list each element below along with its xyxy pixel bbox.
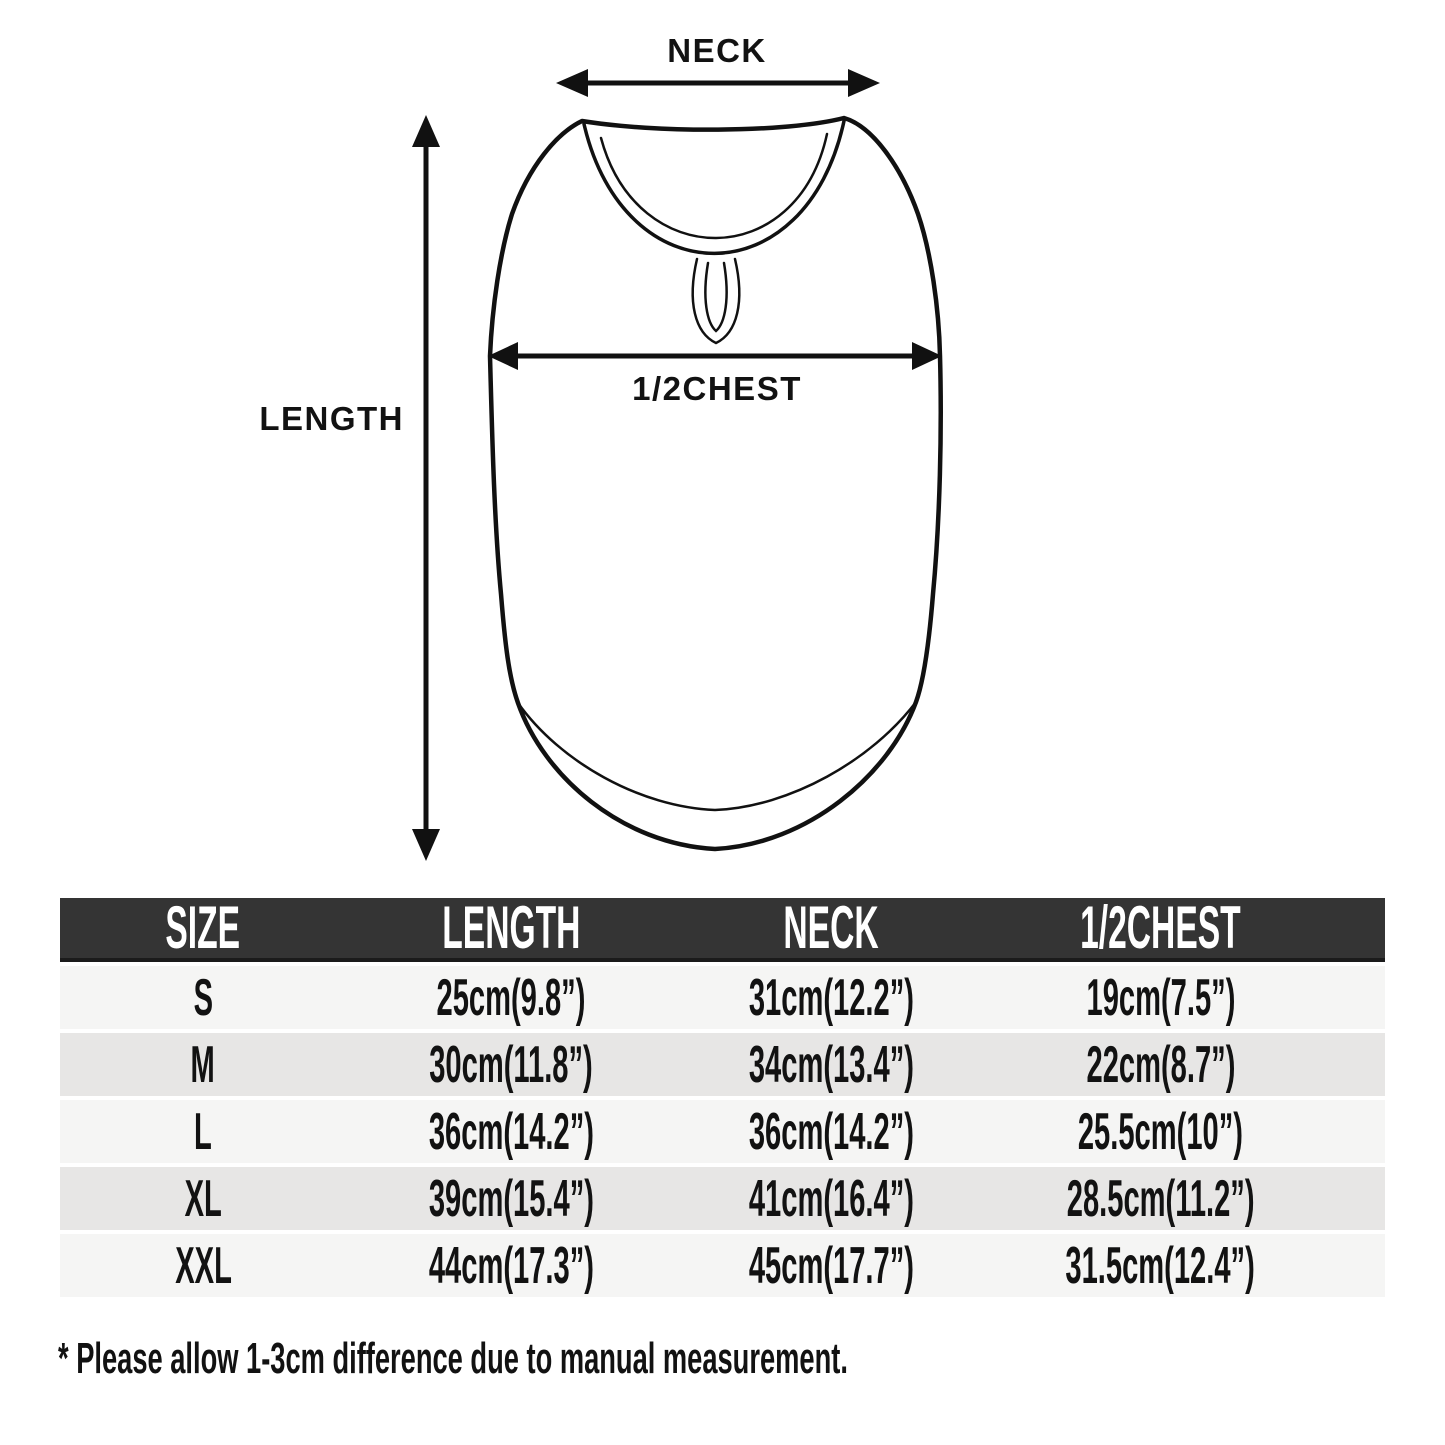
- neck-arrow-head-left: [556, 69, 588, 97]
- length-cell: 25cm(9.8”): [346, 966, 676, 1029]
- column-header-neck: NECK: [676, 898, 986, 962]
- table-row: [60, 1167, 1385, 1230]
- measurement-footnote: [58, 1334, 1332, 1383]
- length-arrow-head-bottom: [412, 829, 440, 861]
- half-chest-cell: 25.5cm(10”): [986, 1100, 1385, 1163]
- size-cell: S: [60, 966, 346, 1029]
- garment-body-outline: [490, 118, 941, 849]
- size-cell: L: [60, 1100, 346, 1163]
- table-row: [60, 1234, 1385, 1297]
- table-row: [60, 1100, 1385, 1163]
- table-row: [60, 966, 1385, 1029]
- length-cell: 30cm(11.8”): [346, 1033, 676, 1096]
- neck-arrow-head-right: [848, 69, 880, 97]
- half-chest-cell: 28.5cm(11.2”): [986, 1167, 1385, 1230]
- neck-cell: 41cm(16.4”): [676, 1167, 986, 1230]
- size-cell: XXL: [60, 1234, 346, 1297]
- table-header-row: [60, 898, 1385, 962]
- column-header-length: LENGTH: [346, 898, 676, 962]
- half-chest-label: 1/2CHEST: [632, 370, 802, 407]
- neck-cell: 45cm(17.7”): [676, 1234, 986, 1297]
- length-cell: 44cm(17.3”): [346, 1234, 676, 1297]
- table-row: [60, 1033, 1385, 1096]
- neck-cell: 31cm(12.2”): [676, 966, 986, 1029]
- length-cell: 39cm(15.4”): [346, 1167, 676, 1230]
- length-arrow-head-top: [412, 115, 440, 147]
- size-table: [60, 894, 1385, 1301]
- measurement-footnote-text: * Please allow 1-3cm difference due to manual measurement.: [58, 1334, 848, 1383]
- neck-measure-arrow: [556, 69, 880, 97]
- neck-label: NECK: [667, 32, 767, 69]
- neck-cell: 34cm(13.4”): [676, 1033, 986, 1096]
- half-chest-cell: 19cm(7.5”): [986, 966, 1385, 1029]
- size-cell: M: [60, 1033, 346, 1096]
- length-cell: 36cm(14.2”): [346, 1100, 676, 1163]
- length-measure-arrow: [412, 115, 440, 861]
- half-chest-cell: 31.5cm(12.4”): [986, 1234, 1385, 1297]
- neck-cell: 36cm(14.2”): [676, 1100, 986, 1163]
- column-header-half-chest: 1/2CHEST: [986, 898, 1385, 962]
- length-label: LENGTH: [259, 400, 404, 437]
- column-header-size: SIZE: [60, 898, 346, 962]
- half-chest-cell: 22cm(8.7”): [986, 1033, 1385, 1096]
- size-cell: XL: [60, 1167, 346, 1230]
